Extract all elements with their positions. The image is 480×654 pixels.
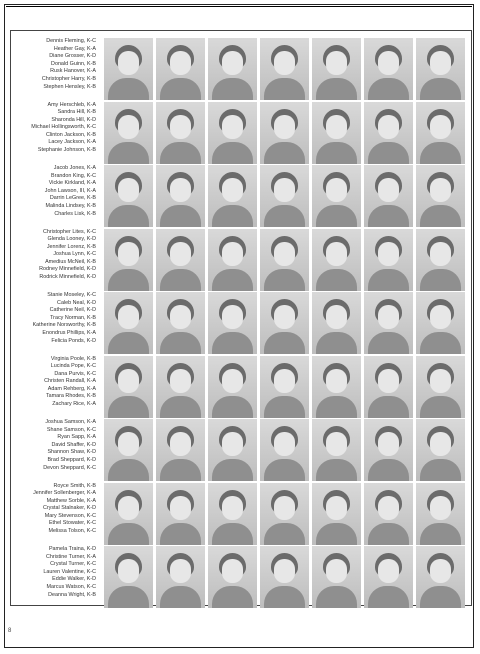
student-portrait xyxy=(104,102,153,164)
student-name: Marcus Watson, K-C xyxy=(46,583,96,590)
student-portrait xyxy=(312,102,361,164)
student-portrait xyxy=(416,483,465,545)
student-name: Sandra Hill, K-B xyxy=(57,109,96,116)
student-portrait xyxy=(104,419,153,481)
portrait-row xyxy=(14,419,466,483)
student-name: Ryan Sapp, K-A xyxy=(57,434,96,441)
student-portrait xyxy=(260,165,309,227)
student-name: Devon Sheppard, K-C xyxy=(43,464,96,471)
student-name: Vickie Kirkland, K-A xyxy=(48,180,96,187)
student-name: Shane Samson, K-C xyxy=(46,426,96,433)
photo-strip xyxy=(104,229,468,293)
name-list xyxy=(14,229,96,293)
student-portrait xyxy=(312,292,361,354)
student-name: Jennifer Lorenz, K-B xyxy=(46,243,96,250)
photo-strip xyxy=(104,165,468,229)
name-list xyxy=(14,165,96,229)
student-portrait xyxy=(156,292,205,354)
portrait-row xyxy=(14,356,466,420)
student-portrait xyxy=(416,229,465,291)
student-portrait xyxy=(260,356,309,418)
student-portrait xyxy=(260,38,309,100)
portrait-row xyxy=(14,102,466,166)
page-number: 8 xyxy=(8,628,12,634)
student-name: Sharonda Hill, K-D xyxy=(51,116,96,123)
portrait-row xyxy=(14,292,466,356)
student-portrait xyxy=(260,483,309,545)
student-name: Brad Sheppard, K-D xyxy=(47,456,96,463)
student-portrait xyxy=(416,102,465,164)
student-name: Stephanie Johnson, K-B xyxy=(37,147,96,154)
student-name: Enondrus Phillips, K-A xyxy=(42,329,96,336)
student-portrait xyxy=(364,546,413,608)
student-name: Katherine Norsworthy, K-B xyxy=(32,322,96,329)
student-portrait xyxy=(312,356,361,418)
student-portrait xyxy=(156,229,205,291)
student-portrait xyxy=(104,229,153,291)
student-name: Lucinda Pope, K-C xyxy=(50,363,96,370)
student-portrait xyxy=(208,102,257,164)
student-portrait xyxy=(260,102,309,164)
photo-strip xyxy=(104,102,468,166)
student-portrait xyxy=(208,229,257,291)
student-name: Christopher Lites, K-C xyxy=(42,228,96,235)
student-portrait xyxy=(104,546,153,608)
student-portrait xyxy=(208,483,257,545)
student-portrait xyxy=(364,165,413,227)
photo-strip xyxy=(104,38,468,102)
student-name: Stanie Moseley, K-C xyxy=(47,292,96,298)
student-name: Tamara Rhodes, K-B xyxy=(45,393,96,400)
student-name: Christopher Harry, K-B xyxy=(41,75,96,82)
student-portrait xyxy=(416,38,465,100)
student-portrait xyxy=(208,38,257,100)
student-name: John Lawson, III, K-A xyxy=(44,187,96,194)
student-name: Crystal Stalnaker, K-D xyxy=(42,505,96,512)
student-portrait xyxy=(312,483,361,545)
student-portrait xyxy=(104,165,153,227)
photo-strip xyxy=(104,292,468,356)
student-portrait xyxy=(312,165,361,227)
portrait-row xyxy=(14,165,466,229)
name-list xyxy=(14,102,96,166)
student-name: Deanna Wright, K-B xyxy=(48,591,96,598)
student-portrait xyxy=(104,356,153,418)
student-portrait xyxy=(312,229,361,291)
student-portrait xyxy=(364,102,413,164)
student-portrait xyxy=(156,165,205,227)
student-portrait xyxy=(208,292,257,354)
student-name: David Shaffer, K-D xyxy=(51,441,96,448)
student-name: Zachary Rice, K-A xyxy=(52,401,96,408)
student-name: Virginia Poole, K-B xyxy=(50,355,96,362)
top-rule xyxy=(6,6,472,7)
student-portrait xyxy=(416,419,465,481)
photo-strip xyxy=(104,546,468,610)
student-name: Brandon King, K-C xyxy=(51,172,96,179)
student-portrait xyxy=(104,38,153,100)
name-list xyxy=(14,483,96,547)
student-portrait xyxy=(104,483,153,545)
student-portrait xyxy=(312,546,361,608)
student-portrait xyxy=(312,38,361,100)
student-name: Joshua Lynn, K-C xyxy=(53,251,96,258)
student-name: Amedius McNeil, K-B xyxy=(45,258,96,265)
student-portrait xyxy=(364,229,413,291)
student-name: Glenda Looney, K-D xyxy=(47,236,96,243)
student-portrait xyxy=(156,546,205,608)
student-name: Clinton Jackson, K-B xyxy=(45,131,96,138)
student-name: Tracy Norman, K-B xyxy=(50,314,96,321)
student-portrait xyxy=(208,546,257,608)
student-name: Michael Hollingsworth, K-C xyxy=(31,124,96,131)
student-name: Christen Randall, K-A xyxy=(44,378,96,385)
photo-strip xyxy=(104,483,468,547)
photo-strip xyxy=(104,419,468,483)
student-name: Stephen Hensley, K-B xyxy=(43,83,96,90)
student-portrait xyxy=(156,102,205,164)
student-name: Dana Purvis, K-C xyxy=(54,370,96,377)
student-name: Shannon Shaw, K-D xyxy=(47,449,96,456)
student-portrait xyxy=(208,419,257,481)
student-name: Eddie Walker, K-D xyxy=(52,576,96,583)
student-name: Diane Grosser, K-D xyxy=(49,53,96,60)
student-name: Melissa Tolson, K-C xyxy=(48,528,96,535)
student-name: Joshua Samson, K-A xyxy=(45,419,96,425)
student-name: Crystal Turner, K-C xyxy=(50,561,96,568)
student-name: Matthew Sorble, K-A xyxy=(46,497,96,504)
student-portrait xyxy=(104,292,153,354)
portrait-row xyxy=(14,38,466,102)
student-portrait xyxy=(364,38,413,100)
student-name: Lauren Valentine, K-C xyxy=(43,568,96,575)
student-name: Rodrick Minnefield, K-D xyxy=(39,274,96,281)
student-name: Donald Guinn, K-B xyxy=(51,60,96,67)
name-list xyxy=(14,356,96,420)
student-name: Lacey Jackson, K-A xyxy=(48,139,96,146)
portrait-row xyxy=(14,229,466,293)
portrait-row xyxy=(14,483,466,547)
student-name: Catherine Neil, K-D xyxy=(49,307,96,314)
name-list xyxy=(14,292,96,356)
student-portrait xyxy=(364,292,413,354)
portrait-row xyxy=(14,546,466,610)
student-name: Pamela Traina, K-D xyxy=(48,546,96,552)
student-portrait xyxy=(416,546,465,608)
student-name: Rusk Hanover, K-A xyxy=(50,68,96,75)
student-name: Amy Herschleb, K-A xyxy=(47,101,96,108)
student-name: Darrin LeGree, K-B xyxy=(49,195,96,202)
student-portrait xyxy=(364,483,413,545)
student-portrait xyxy=(260,292,309,354)
student-portrait xyxy=(208,165,257,227)
student-portrait xyxy=(364,356,413,418)
photo-strip xyxy=(104,356,468,420)
student-portrait xyxy=(416,292,465,354)
student-name: Adam Rehberg, K-A xyxy=(47,385,96,392)
student-portrait xyxy=(260,419,309,481)
student-name: Heather Gay, K-A xyxy=(53,45,96,52)
student-portrait xyxy=(156,419,205,481)
name-list xyxy=(14,38,96,102)
student-portrait xyxy=(416,356,465,418)
student-name: Royce Smith, K-B xyxy=(53,482,96,489)
student-portrait xyxy=(260,546,309,608)
student-portrait xyxy=(260,229,309,291)
student-name: Jennifer Sollenberger, K-A xyxy=(33,490,96,497)
student-name: Mary Stevenson, K-C xyxy=(44,512,96,519)
student-name: Caleb Neal, K-D xyxy=(57,299,96,306)
student-name: Ethel Stowater, K-C xyxy=(48,520,96,527)
student-name: Dennis Fleming, K-C xyxy=(46,38,96,44)
name-list xyxy=(14,546,96,610)
student-portrait xyxy=(156,356,205,418)
student-name: Jacob Jones, K-A xyxy=(53,165,96,171)
student-portrait xyxy=(208,356,257,418)
student-portrait xyxy=(416,165,465,227)
student-name: Charles Lisk, K-B xyxy=(54,210,96,217)
student-portrait xyxy=(156,483,205,545)
student-portrait xyxy=(156,38,205,100)
student-portrait xyxy=(364,419,413,481)
student-name: Felicia Ponds, K-D xyxy=(51,337,96,344)
student-name: Rodney Minnefield, K-D xyxy=(39,266,96,273)
student-portrait xyxy=(312,419,361,481)
name-list xyxy=(14,419,96,483)
student-name: Malinda Lindsey, K-B xyxy=(45,202,96,209)
student-name: Christine Turner, K-A xyxy=(45,553,96,560)
